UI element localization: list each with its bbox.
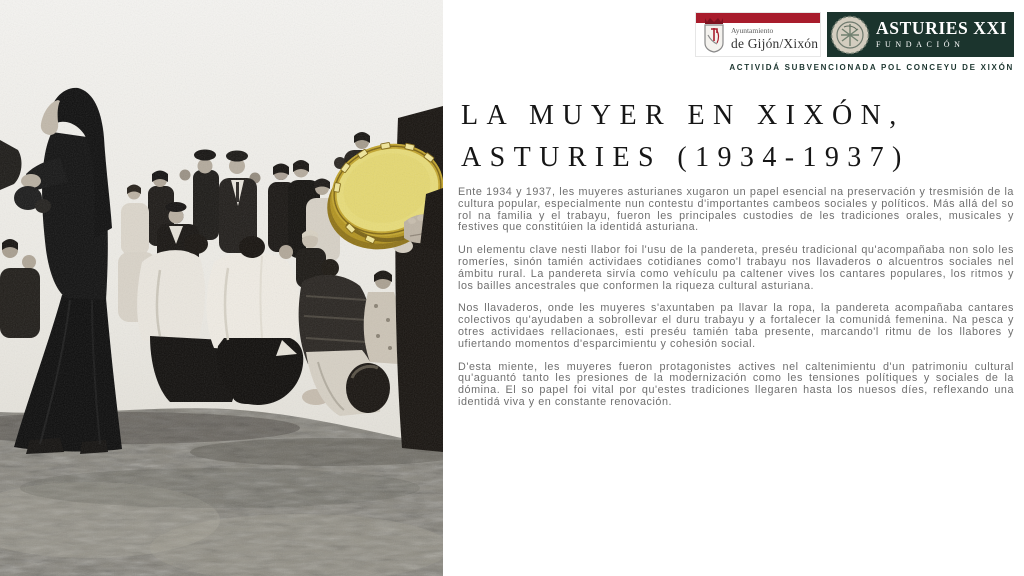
logos-row [695,12,1014,57]
paragraph-3: Nos llavaderos, onde les muyeres s'axuntaben pa llavar la ropa, la pandereta acompañaba cantares colectivos qu'ayudaben a sobrollevar el duru trabayu y a fortalecer la comunidá femenina. Na pesca y otres actividaes rellacionaes, esti preséu tamién taba presente, marcando'l ritmu de los llabores y ufiertando momentos d'esparcimientu y cohesión social. [458,302,1014,350]
asturies-logo-name: ASTURIES XXI [876,17,1008,38]
gijon-logo-text [731,27,818,50]
gijon-coat-of-arms-icon [701,15,727,55]
historic-photo [0,0,443,576]
asturies-logo-text [876,17,1008,50]
gijon-logo-line2: de Gijón/Xixón [731,35,819,51]
photo-illustration [0,0,443,576]
title-line-2: ASTURIES (1934-1937) [461,142,910,173]
body-text [458,187,1014,420]
funding-note: ACTIVIDÁ SUBVENCIONADA POL CONCEYU DE XIXÓN [729,63,1014,72]
paragraph-2: Un elementu clave nesti llabor foi l'usu de la pandereta, preséu tradicional qu'acompañaba non solo les romeríes, sinón tamién actividaes cotidianes como'l trabayu nos llavaderos o alcuentros sociales nel ámbitu rural. La pandereta sirvía como vehículu pa caltener vives los cantares populares, los ritmos y los bailles ancestrales que conformen la riqueza cultural asturiana. [458,244,1014,292]
asturies-logo-subtitle: FUNDACIÓN [876,40,965,50]
slide-content [458,0,1014,576]
gijon-council-logo [695,12,821,57]
foundation-seal-icon [830,15,870,55]
gijon-logo-line1: Ayuntamiento [731,26,774,35]
page-title [461,95,910,179]
film-grain-overlay [0,0,443,576]
paragraph-4: D'esta miente, les muyeres fueron protagonistes actives nel caltenimientu d'un patrimoniu cultural qu'aguantó tanto les presiones de la modernización como les tensiones polítiques y sociales de la dómina. El so papel foi vital por qu'estes tradiciones llegaren hasta los nuesos díes, reflexando una identidá viva y en constante renovación. [458,360,1014,408]
title-line-1: LA MUYER EN XIXÓN, [461,100,905,131]
asturies-xxi-foundation-logo [827,12,1014,57]
paragraph-1: Ente 1934 y 1937, les muyeres asturianes xugaron un papel esencial na preservación y tresmisión de la cultura popular, especialmente nun contestu d'importantes cambeos sociales y políticos. Más allá del so rol na familia y el trabayu, fueron les principales custodies de les tradiciones orales, musicales y festives que constitúien la identidá asturiana. [458,186,1014,234]
